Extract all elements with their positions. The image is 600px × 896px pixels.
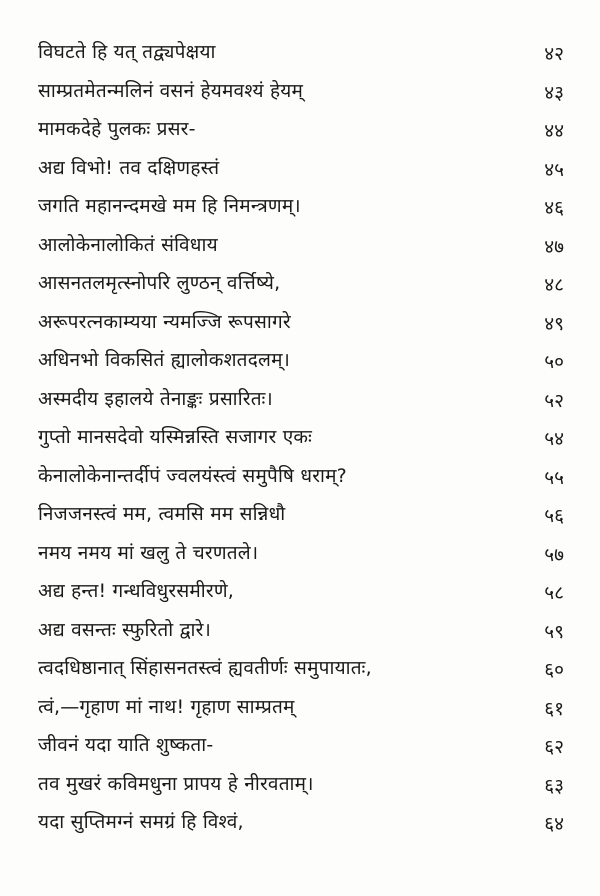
toc-entry-title: तव मुखरं कविमधुना प्रापय हे नीरवताम्। [38, 772, 314, 795]
toc-row [0, 650, 600, 689]
toc-row [0, 73, 600, 112]
toc-row [0, 496, 600, 535]
toc-entry-page-number: ६१ [544, 697, 564, 720]
toc-row [0, 381, 600, 420]
toc-entry-title: गुप्तो मानसदेवो यस्मिन्नस्ति सजागर एकः [38, 426, 313, 448]
toc-entry-page-number: ५७ [544, 543, 564, 566]
toc-entry-title: यदा सुप्तिमग्नं समग्रं हि विश्वं, [38, 811, 244, 833]
toc-entry-title: अद्य विभो! तव दक्षिणहस्तं [38, 156, 220, 179]
toc-entry-title: आलोकेनालोकितं संविधाय [38, 233, 218, 256]
toc-entry-title: अद्य हन्त! गन्धविधुरसमीरणे, [38, 580, 235, 602]
toc-entry-page-number: ६२ [544, 736, 564, 758]
toc-row [0, 766, 600, 805]
toc-entry-page-number: ६३ [544, 774, 564, 797]
toc-row [0, 227, 600, 266]
toc-entry-title: विघटते हि यत् तद्व्यपेक्षया [38, 41, 216, 63]
toc-entry-title: साम्प्रतमेतन्मलिनं वसनं हेयमवश्यं हेयम् [38, 79, 304, 102]
toc-entry-page-number: ६४ [544, 813, 564, 835]
toc-entry-title: अरूपरत्नकाम्यया न्यमज्जि रूपसागरे [38, 310, 291, 333]
toc-row [0, 342, 600, 381]
toc-row [0, 727, 600, 766]
toc-entry-title: आसनतलमृत्स्नोपरि लुण्ठन् वर्त्तिष्ये, [38, 272, 281, 294]
toc-row [0, 111, 600, 150]
toc-entry-title: त्वदधिष्ठानात् सिंहासनतस्त्वं ह्यवतीर्णः समुपायातः, [38, 657, 372, 679]
toc-row [0, 535, 600, 574]
toc-entry-page-number: ६० [544, 659, 564, 681]
toc-entry-page-number: ५८ [544, 582, 564, 604]
toc-entry-page-number: ४७ [544, 235, 564, 258]
table-of-contents [0, 34, 600, 843]
toc-row [0, 304, 600, 343]
toc-row [0, 188, 600, 227]
toc-entry-page-number: ५४ [544, 428, 564, 450]
toc-entry-title: निजजनस्त्वं मम, त्वमसि मम सन्निधौ [38, 503, 286, 525]
toc-entry-title: नमय नमय मां खलु ते चरणतले। [38, 541, 259, 564]
toc-row [0, 265, 600, 304]
toc-row [0, 804, 600, 843]
toc-entry-page-number: ४८ [544, 274, 564, 296]
toc-entry-page-number: ५९ [544, 620, 564, 643]
toc-entry-page-number: ४६ [544, 197, 564, 219]
toc-entry-page-number: ५६ [544, 505, 564, 527]
toc-entry-page-number: ४२ [544, 43, 564, 65]
toc-entry-page-number: ५२ [544, 389, 564, 412]
toc-row [0, 612, 600, 651]
toc-entry-page-number: ४५ [544, 158, 564, 181]
toc-entry-page-number: ४३ [544, 81, 564, 104]
toc-row [0, 458, 600, 497]
toc-entry-page-number: ५५ [544, 466, 564, 489]
toc-entry-page-number: ४९ [544, 312, 564, 335]
toc-entry-title: मामकदेहे पुलकः प्रसर- [38, 118, 196, 140]
toc-entry-page-number: ५० [544, 351, 564, 373]
toc-entry-title: अधिनभो विकसितं ह्यालोकशतदलम्। [38, 349, 291, 371]
toc-row [0, 150, 600, 189]
toc-entry-title: केनालोकेनान्तर्दीपं ज्वलयंस्त्वं समुपैषि धराम्? [38, 464, 347, 487]
toc-row [0, 419, 600, 458]
toc-row [0, 34, 600, 73]
toc-entry-title: त्वं,—गृहाण मां नाथ! गृहाण साम्प्रतम् [38, 695, 295, 718]
toc-row [0, 689, 600, 728]
toc-entry-page-number: ४४ [544, 120, 564, 142]
toc-entry-title: अद्य वसन्तः स्फुरितो द्वारे। [38, 618, 212, 641]
toc-entry-title: अस्मदीय इहालये तेनाङ्कः प्रसारितः। [38, 387, 273, 410]
toc-row [0, 573, 600, 612]
toc-entry-title: जगति महानन्दमखे मम हि निमन्त्रणम्। [38, 195, 301, 217]
toc-entry-title: जीवनं यदा याति शुष्कता- [38, 734, 214, 756]
